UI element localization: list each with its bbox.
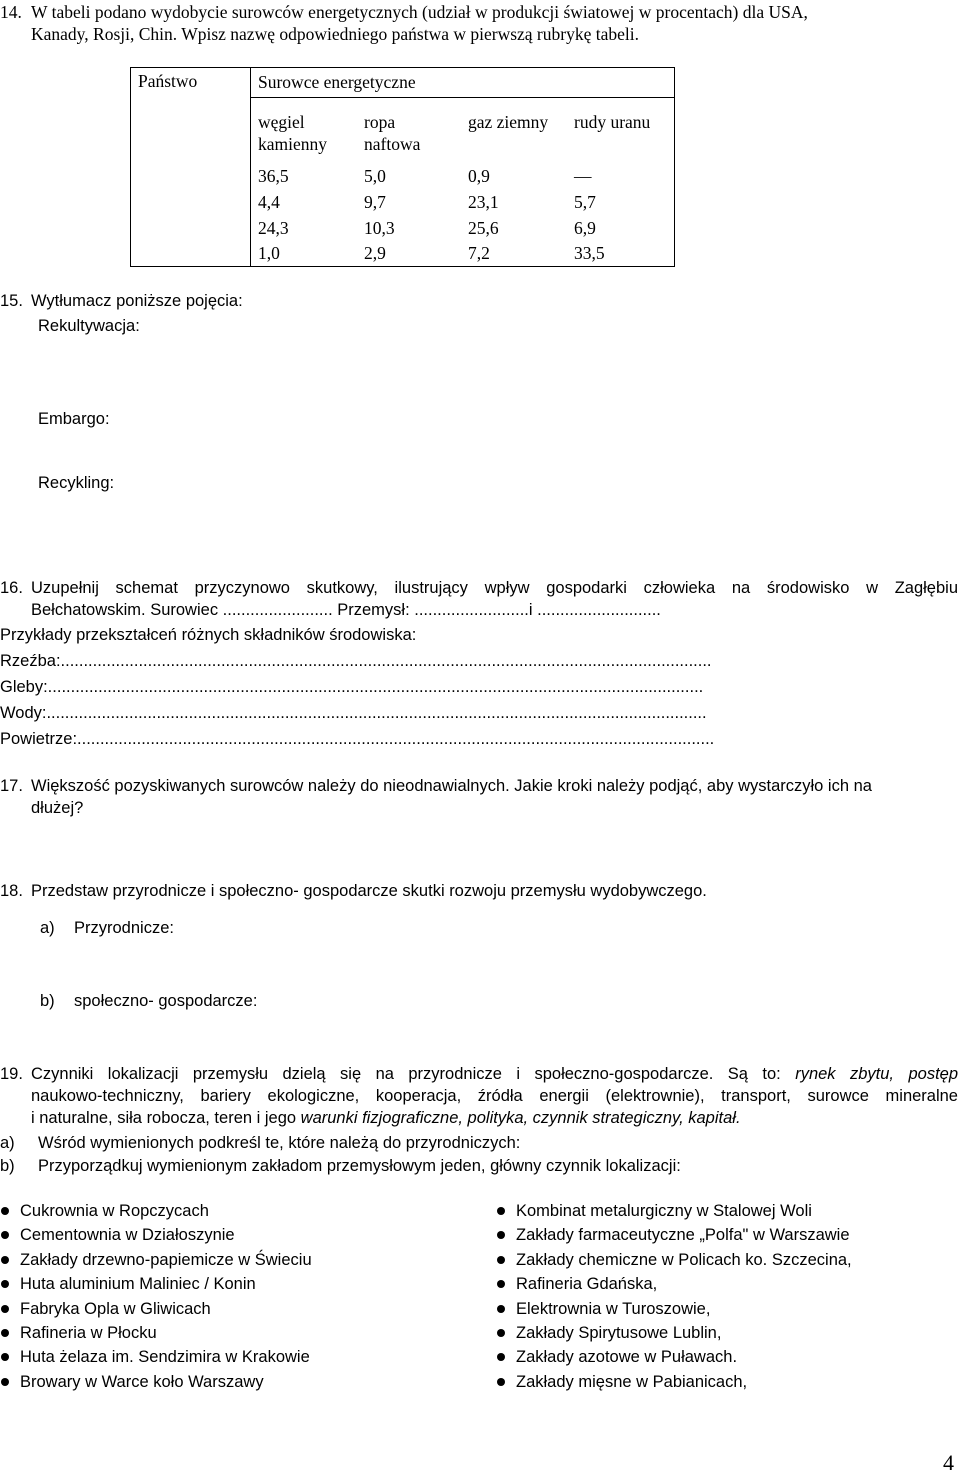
question-18 — [0, 880, 958, 902]
table-cell: 36,5 — [258, 166, 289, 186]
q19-b-label: b) — [0, 1157, 15, 1175]
question-number: 19. — [0, 1065, 23, 1083]
question-text-line: Uzupełnij schemat przyczynowo skutkowy, ilustrujący wpływ gospodarki człowieka na środowisko w Zagłębiu — [31, 579, 958, 597]
list-item: Zakłady azotowe w Puławach. — [496, 1345, 852, 1369]
answer-line-powietrze: Powietrze:........................................................................................................................................... — [0, 730, 715, 748]
question-number: 16. — [0, 579, 23, 597]
question-text — [31, 1063, 958, 1129]
question-number: 18. — [0, 882, 23, 900]
table-cell: 23,1 — [468, 192, 499, 212]
question-15-number: 15. — [0, 292, 23, 310]
term-rekultywacja: Rekultywacja: — [38, 317, 140, 335]
list-item: Huta żelaza im. Sendzimira w Krakowie — [0, 1345, 312, 1369]
list-item: Zakłady chemiczne w Policach ko. Szczecina, — [496, 1248, 852, 1272]
table-cell: 25,6 — [468, 218, 499, 238]
term-embargo: Embargo: — [38, 410, 110, 428]
question-text-line: naukowo-techniczny, bariery ekologiczne, kooperacja, źródła energii (elektrownie), transport, surowce mineralne — [31, 1087, 958, 1105]
table-cell: 5,7 — [574, 192, 596, 212]
q18-b-label: b) — [40, 992, 55, 1010]
table-cell: 33,5 — [574, 243, 605, 263]
table-cell: 7,2 — [468, 243, 490, 263]
q18-a-text: Przyrodnicze: — [74, 919, 174, 937]
plant-list-left — [0, 1199, 312, 1394]
question-text-line: i naturalne, siła robocza, teren i jego warunki fizjograficzne, polityka, czynnik strategiczny, kapitał. — [31, 1109, 741, 1127]
list-item: Cukrownia w Ropczycach — [0, 1199, 312, 1223]
plant-list-right — [496, 1199, 852, 1394]
question-19 — [0, 1063, 958, 1129]
question-15-title: Wytłumacz poniższe pojęcia: — [31, 292, 243, 310]
question-text-line: Bełchatowskim. Surowiec ........................ Przemysł: .........................i ........................... — [31, 601, 661, 619]
table-header-coal: węgiel kamienny — [258, 112, 328, 154]
question-number: 14. — [0, 2, 22, 22]
list-item: Rafineria Gdańska, — [496, 1272, 852, 1296]
q19-a-label: a) — [0, 1134, 15, 1152]
table-header-uranium: rudy uranu — [574, 112, 651, 132]
list-item: Zakłady drzewno-papiemicze w Świeciu — [0, 1248, 312, 1272]
question-text-line: W tabeli podano wydobycie surowców energetycznych (udział w produkcji światowej w procentach) dla USA, — [31, 2, 808, 22]
list-item: Fabryka Opla w Gliwicach — [0, 1297, 312, 1321]
q19-b-text: Przyporządkuj wymienionym zakładom przemysłowym jeden, główny czynnik lokalizacji: — [38, 1157, 681, 1175]
table-cell: 0,9 — [468, 166, 490, 186]
table-header-group: Surowce energetyczne — [258, 72, 416, 92]
list-item: Huta aluminium Maliniec / Konin — [0, 1272, 312, 1296]
question-text: Przedstaw przyrodnicze i społeczno- gospodarcze skutki rozwoju przemysłu wydobywczego. — [31, 882, 707, 900]
answer-line-gleby: Gleby:............................................................................................................................................... — [0, 678, 704, 696]
q18-b-text: społeczno- gospodarcze: — [74, 992, 258, 1010]
question-text — [31, 1, 958, 45]
question-16 — [0, 577, 958, 621]
table-cell: 10,3 — [364, 218, 395, 238]
question-number: 17. — [0, 777, 23, 795]
table-cell: 2,9 — [364, 243, 386, 263]
list-item: Cementownia w Działoszynie — [0, 1223, 312, 1247]
list-item: Rafineria w Płocku — [0, 1321, 312, 1345]
q19-a-text: Wśród wymienionych podkreśl te, które należą do przyrodniczych: — [38, 1134, 521, 1152]
list-item: Browary w Warce koło Warszawy — [0, 1370, 312, 1394]
table-cell: — — [574, 166, 592, 186]
table-cell: 6,9 — [574, 218, 596, 238]
q18-a-label: a) — [40, 919, 55, 937]
page-number: 4 — [943, 1450, 954, 1475]
list-item: Zakłady farmaceutyczne „Polfa" w Warszawie — [496, 1223, 852, 1247]
question-text-line: Większość pozyskiwanych surowców należy do nieodnawialnych. Jakie kroki należy podjąć, aby wystarczyło ich na — [31, 777, 872, 795]
list-item: Elektrownia w Turoszowie, — [496, 1297, 852, 1321]
table-header-gas: gaz ziemny — [468, 112, 549, 132]
question-text-line: dłużej? — [31, 799, 84, 817]
table-cell: 24,3 — [258, 218, 289, 238]
table-cell: 1,0 — [258, 243, 280, 263]
table-header-country: Państwo — [138, 71, 198, 91]
table-header-oil: ropa naftowa — [364, 112, 421, 154]
question-14 — [0, 1, 958, 45]
table-cell: 9,7 — [364, 192, 386, 212]
energy-resources-table — [130, 67, 675, 267]
question-text-line: Kanady, Rosji, Chin. Wpisz nazwę odpowiedniego państwa w pierwszą rubrykę tabeli. — [31, 24, 639, 44]
question-17 — [0, 775, 958, 819]
question-text-line: Czynniki lokalizacji przemysłu dzielą się na przyrodnicze i społeczno-gospodarcze. Są to: rynek zbytu, postęp — [31, 1065, 959, 1083]
answer-line-wody: Wody:................................................................................................................................................ — [0, 704, 707, 722]
term-recykling: Recykling: — [38, 474, 115, 492]
list-item: Zakłady Spirytusowe Lublin, — [496, 1321, 852, 1345]
list-item: Zakłady mięsne w Pabianicach, — [496, 1370, 852, 1394]
table-cell: 5,0 — [364, 166, 386, 186]
table-cell: 4,4 — [258, 192, 280, 212]
question-text — [31, 775, 958, 819]
question-16-subtitle: Przykłady przekształceń różnych składników środowiska: — [0, 626, 417, 644]
table-divider — [250, 97, 674, 98]
question-text — [31, 577, 958, 621]
answer-line-rzezba: Rzeźba:.............................................................................................................................................. — [0, 652, 712, 670]
list-item: Kombinat metalurgiczny w Stalowej Woli — [496, 1199, 852, 1223]
